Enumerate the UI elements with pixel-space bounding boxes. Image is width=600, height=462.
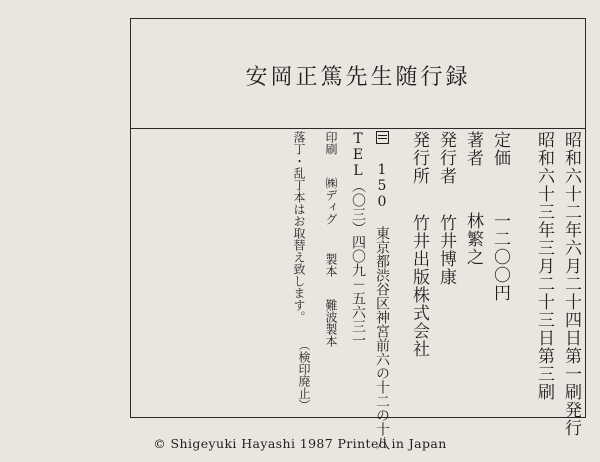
- publisher-label: 発行所: [409, 131, 429, 185]
- publisher-address-line: [375, 131, 389, 450]
- price-value: 一二〇〇円: [490, 212, 510, 302]
- postal-mark-icon: [376, 131, 389, 144]
- price-label: 定価: [490, 131, 510, 167]
- replacement-notice-text: 落丁・乱丁本はお取替え致します。: [292, 131, 306, 323]
- printer-name: ㈱ディグ: [324, 177, 338, 225]
- author-name: 林繁之: [463, 212, 483, 266]
- seal-notice-text: （検印廃止）: [297, 339, 311, 411]
- author-line: [464, 131, 481, 266]
- publisher-address: 東京都渋谷区神宮前六の十二の十八: [374, 226, 390, 450]
- first-edition-date-text: 昭和六十二年六月二十四日第一刷発行: [561, 131, 581, 437]
- printing-label: 印刷: [324, 131, 338, 155]
- author-label: 著者: [463, 131, 483, 167]
- title-band: [131, 19, 585, 129]
- binder-name: 難波製本: [324, 299, 338, 347]
- first-edition-date: [562, 131, 579, 437]
- publisher-phone: TEL（〇三）四〇九－五六三一: [350, 131, 366, 347]
- publisher-rep-name: 竹井博康: [436, 214, 456, 286]
- binding-label: 製本: [324, 253, 338, 277]
- publisher-rep-label: 発行者: [436, 131, 456, 185]
- third-printing-date: [535, 131, 552, 401]
- book-title: 安岡正篤先生随行録: [245, 65, 471, 90]
- price-line: [491, 131, 508, 302]
- publisher-name: 竹井出版株式会社: [409, 214, 429, 358]
- publisher-line: [410, 131, 427, 358]
- publisher-rep-line: [437, 131, 454, 286]
- third-printing-date-text: 昭和六十三年三月二十三日第三刷: [534, 131, 554, 401]
- printing-line: [325, 131, 337, 347]
- postal-code: 150: [374, 162, 390, 210]
- copyright-line: © Shigeyuki Hayashi 1987 Printed in Japan: [153, 436, 447, 451]
- publisher-phone-line: [351, 131, 365, 347]
- replacement-notice: [293, 131, 305, 323]
- seal-notice: [298, 339, 310, 411]
